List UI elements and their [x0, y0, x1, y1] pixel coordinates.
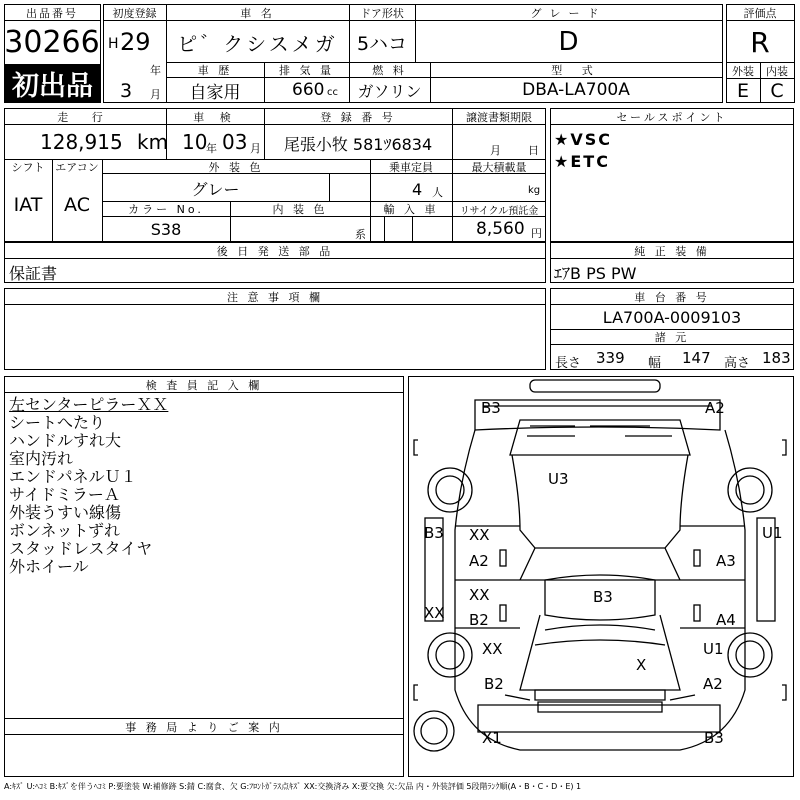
remark-line: エンドパネルＵ１	[9, 467, 137, 486]
damage-rear-right: A2	[705, 399, 725, 417]
history-label: 車 歴	[197, 64, 233, 77]
damage-left-rear-side: B3	[424, 524, 444, 542]
height-label: 高さ	[724, 356, 751, 371]
inspection-label: 車 検	[193, 110, 237, 124]
max-load-unit: kg	[528, 185, 541, 196]
width-label: 幅	[648, 356, 662, 371]
later-parts: 保証書	[9, 264, 58, 283]
car-name: ピ゛クシスメガ	[177, 31, 338, 56]
damage-left-front-fender: XX	[482, 640, 503, 658]
max-load-label: 最大積載量	[471, 161, 527, 174]
mileage-label: 走 行	[57, 110, 113, 124]
plate-number: 尾張小牧 581ﾂ6834	[283, 134, 433, 154]
mileage-unit: km	[137, 130, 169, 154]
first-reg-label: 初度登録	[112, 6, 157, 20]
lot-number: 30266	[4, 24, 100, 60]
door-label: ドア形状	[360, 6, 404, 20]
score-label: 評価点	[743, 6, 777, 20]
reg-month: 3	[120, 80, 133, 102]
model: DBA-LA700A	[522, 80, 630, 100]
shift: IAT	[13, 194, 43, 216]
int-color-label: 内 装 色	[272, 203, 328, 216]
notes-label: 注 意 事 項 欄	[227, 290, 323, 304]
damage-left-rear-door-1: XX	[469, 526, 490, 544]
damage-roof: U3	[548, 470, 569, 488]
inspection-month: 03	[222, 130, 248, 154]
reg-year: 29	[120, 28, 151, 56]
inspector-label: 検 査 員 記 入 欄	[145, 378, 263, 392]
car-name-label: 車 名	[240, 6, 275, 20]
remark-line: 外装うすい線傷	[9, 503, 122, 522]
damage-bottom-right: B3	[704, 729, 724, 747]
interior-label: 内装	[766, 64, 788, 78]
remark-line: ハンドルすれ大	[9, 431, 122, 450]
grade: D	[558, 27, 579, 57]
plate-label: 登 録 番 号	[320, 110, 396, 124]
int-color-unit: 系	[355, 228, 366, 241]
recycle-fee: 8,560	[476, 219, 525, 239]
damage-left-rear-door-2: A2	[469, 552, 489, 570]
dimensions-label: 諸 元	[654, 331, 690, 344]
capacity-label: 乗車定員	[389, 161, 433, 174]
recycle-label: リサイクル預託金	[459, 205, 539, 216]
damage-right-rear-side: U1	[762, 524, 783, 542]
interior-score: C	[770, 79, 784, 102]
transfer-label: 譲渡書類期限	[466, 110, 532, 124]
remark-line: 外ホイール	[9, 557, 89, 576]
exterior-score: E	[736, 79, 749, 102]
door-type: 5ハコ	[356, 32, 408, 55]
lot-number-label: 出品番号	[26, 6, 78, 20]
year-unit: 年	[150, 64, 161, 77]
width: 147	[682, 349, 711, 367]
damage-center: B3	[593, 588, 613, 606]
sales-point-etc: ★ETC	[554, 152, 610, 171]
remark-line: ボンネットずれ	[9, 521, 121, 540]
model-label: 型 式	[551, 64, 601, 77]
damage-rear-left: B3	[481, 399, 501, 417]
sales-point-vsc: ★VSC	[554, 130, 612, 149]
history: 自家用	[189, 82, 241, 102]
damage-left-side: XX	[424, 604, 445, 622]
damage-front-left: B2	[484, 675, 504, 693]
recycle-unit: 円	[531, 227, 542, 240]
damage-right-front-door: A4	[716, 611, 736, 629]
month-unit: 月	[150, 88, 161, 101]
height: 183	[762, 349, 791, 367]
fuel: ガソリン	[357, 81, 422, 101]
remark-line: スタッドレスタイヤ	[9, 539, 153, 558]
damage-left-front-door-2: B2	[469, 611, 489, 629]
inspection-month-unit: 月	[250, 142, 261, 155]
damage-right-rear-door: A3	[716, 552, 736, 570]
color-no-label: カラー No.	[128, 203, 204, 216]
mileage: 128,915	[40, 130, 123, 154]
fuel-label: 燃 料	[372, 64, 407, 77]
score: R	[750, 25, 770, 59]
genuine-label: 純 正 装 備	[634, 244, 710, 258]
ext-color: グレー	[191, 179, 240, 199]
remark-line: 室内汚れ	[9, 449, 74, 468]
displacement-label: 排 気 量	[279, 64, 334, 77]
genuine-equipment: ｴｱB PS PW	[554, 264, 637, 283]
ac-label: エアコン	[55, 161, 99, 174]
grade-label: グレード	[530, 6, 607, 20]
first-listing-badge: 初出品	[5, 64, 100, 102]
damage-bottom-left: X1	[482, 729, 502, 747]
displacement-unit: cc	[327, 87, 338, 98]
length: 339	[596, 349, 625, 367]
chassis-number: LA700A-0009103	[602, 308, 742, 327]
ac: AC	[64, 194, 90, 216]
chassis-label: 車 台 番 号	[634, 290, 710, 304]
ext-color-label: 外 装 色	[208, 161, 264, 174]
remark-line: サイドミラーＡ	[9, 485, 120, 504]
shift-label: シフト	[11, 161, 45, 174]
inspection-year: 10	[182, 130, 208, 154]
transfer-month-unit: 月	[490, 144, 501, 157]
capacity-unit: 人	[432, 186, 443, 199]
sales-points-label: セールスポイント	[616, 110, 728, 124]
legend: A:ｷｽﾞ U:ﾍｺﾐ B:ｷｽﾞを伴うﾍｺﾐ P:要塗装 W:補修跡 S:錆 C:腐食、欠 G:ﾌﾛﾝﾄｶﾞﾗｽ点ｷｽﾞ XX:交換済み X:要交換 欠:欠品 内・外装評価 5段階ﾗﾝｸ順(A・B・C・D・E) 1	[4, 782, 582, 791]
displacement: 660	[292, 80, 325, 100]
remark-line: 左センターピラーＸＸ	[9, 395, 169, 414]
exterior-label: 外装	[732, 64, 754, 78]
remark-line: シートへたり	[9, 413, 106, 432]
later-parts-label: 後 日 発 送 部 品	[216, 244, 334, 258]
inspection-year-unit: 年	[206, 142, 217, 155]
damage-front-right: A2	[703, 675, 723, 693]
damage-right-front-fender: U1	[703, 640, 724, 658]
color-no: S38	[150, 220, 182, 239]
damage-hood: X	[636, 656, 647, 674]
damage-left-front-door-1: XX	[469, 586, 490, 604]
import-label: 輸 入 車	[383, 203, 439, 216]
era: H	[108, 36, 119, 52]
transfer-day-unit: 日	[528, 144, 539, 157]
capacity: 4	[412, 180, 423, 199]
length-label: 長さ	[555, 356, 582, 371]
office-label: 事 務 局 よ り ご 案 内	[125, 720, 283, 734]
